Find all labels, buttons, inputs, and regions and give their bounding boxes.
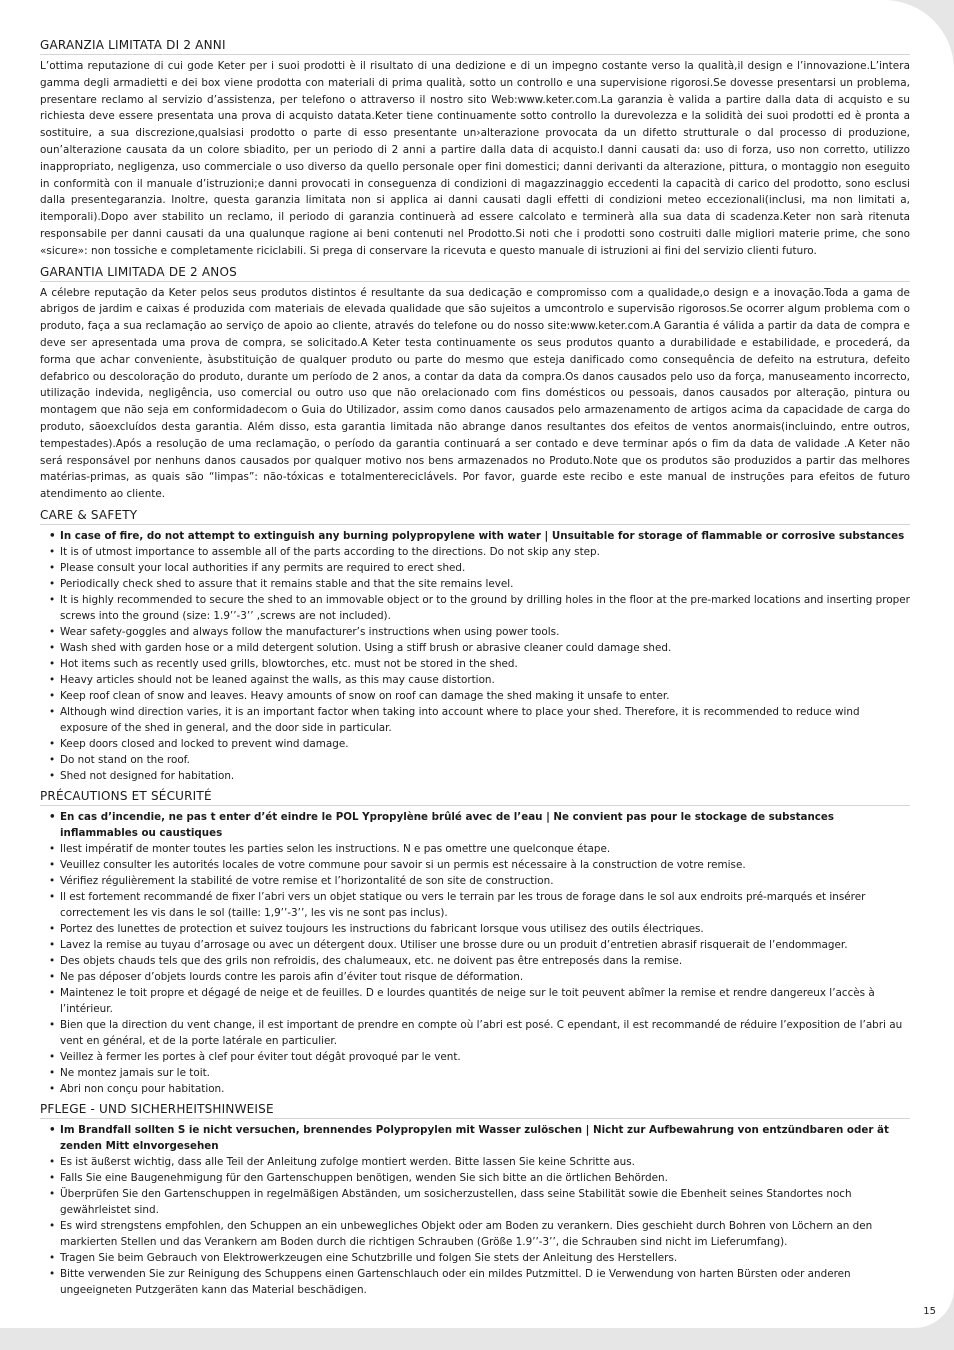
bullet-item xyxy=(44,1250,910,1266)
bullet-text: Es ist äußerst wichtig, dass alle Teil der Anleitung zufolge montiert werden. Bitte lassen Sie keine Schritte aus. xyxy=(60,1155,635,1168)
bullet-item xyxy=(44,624,910,640)
bullet-text: Es wird strengstens empfohlen, den Schuppen an ein unbewegliches Objekt oder am Boden zu verankern. Dies geschieht durch Bohren von Löchern an den markierten Stellen und das Verankern am Boden durch die richtigen Schrauben (Größe 1.9’’-3’’, die Schrauben sind nicht im Lieferumfang). xyxy=(60,1219,873,1248)
bullet-icon: • xyxy=(49,737,56,750)
bullet-item xyxy=(44,704,910,736)
bullet-text: Falls Sie eine Baugenehmigung für den Gartenschuppen benötigen, wenden Sie sich bitte an die örtlichen Behörden. xyxy=(60,1171,668,1184)
bullet-text: Keep roof clean of snow and leaves. Heavy amounts of snow on roof can damage the shed making it unsafe to enter. xyxy=(60,689,670,702)
bullet-list xyxy=(40,1122,910,1298)
bullet-text: Although wind direction varies, it is an important factor when taking into account where to place your shed. Therefore, it is recommended to reduce wind exposure of the shed in general, and the door side in particular. xyxy=(60,705,860,734)
bullet-text: Maintenez le toit propre et dégagé de neige et de feuilles. D e lourdes quantités de neige sur le toit peuvent abîmer la remise et rendre dangereux l’accès à l’intérieur. xyxy=(60,986,875,1015)
bullet-item xyxy=(44,736,910,752)
bullet-item xyxy=(44,752,910,768)
bullet-text: Wash shed with garden hose or a mild detergent solution. Using a stiff brush or abrasive cleaner could damage shed. xyxy=(60,641,672,654)
bullet-icon: • xyxy=(49,986,56,999)
bullet-text: Tragen Sie beim Gebrauch von Elektrowerkzeugen eine Schutzbrille und folgen Sie stets der Anleitung des Herstellers. xyxy=(60,1251,678,1264)
bullet-icon: • xyxy=(49,810,56,823)
bullet-text: Bien que la direction du vent change, il est important de prendre en compte où l’abri est posé. C ependant, il est recommandé de réduire l’exposition de l’abri au vent en général, et de la porte latérale en particulier. xyxy=(60,1018,903,1047)
section-heading: PRÉCAUTIONS ET SÉCURITÉ xyxy=(40,788,910,806)
bullet-icon: • xyxy=(49,1066,56,1079)
bullet-text: Veillez à fermer les portes à clef pour éviter tout dégât provoqué par le vent. xyxy=(60,1050,461,1063)
bullet-icon: • xyxy=(49,1267,56,1280)
bullet-text: Keep doors closed and locked to prevent wind damage. xyxy=(60,737,349,750)
bullet-item xyxy=(44,985,910,1017)
bullet-icon: • xyxy=(49,938,56,951)
bullet-text: Hot items such as recently used grills, blowtorches, etc. must not be stored in the shed. xyxy=(60,657,518,670)
bullet-icon: • xyxy=(49,1171,56,1184)
bullet-text: Il est fortement recommandé de fixer l’abri vers un objet statique ou vers le terrain par les trous de forage dans le sol aux endroits pré-marqués et insérer correctement les vis dans le sol (taille: 1,9’’-3’’, les vis ne sont pas inclus). xyxy=(60,890,866,919)
bullet-item xyxy=(44,1081,910,1097)
bullet-text: It is of utmost importance to assemble all of the parts according to the directions. Do not skip any step. xyxy=(60,545,600,558)
bullet-text: Portez des lunettes de protection et suivez toujours les instructions du fabricant lorsque vous utilisez des outils électriques. xyxy=(60,922,704,935)
section-paragraph: A célebre reputação da Keter pelos seus produtos distintos é resultante da sua dedicação e compromisso com a qualidade,o design e a inovação.Toda a gama de abrigos de jardim e caixas é produzida com materiais de elevada qualidade que são sujeitos a umcontrolo e supervisão rigorosos.Se ocorrer algum problema com o produto, faça a sua reclamação ao serviço de apoio ao cliente, através do telefone ou do nosso site:www.keter.com.A Garantia é válida a partir da data de compra e deve ser apresentada uma prova de compra, se solicitado.A Keter testa continuamente os seus produtos quanto a durabilidade e estabilidade, e procederá, da forma que achar conveniente, àsubstituição de qualquer produto ou parte do mesmo que esteja danificado como consequência de defeito na estrutura, defeito defabrico ou descoloração do produto, durante um período de 2 anos, a contar da data da compra.Os danos causados pelo uso da força, manuseamento incorrecto, utilização indevida, negligência, uso comercial ou outro uso que não orelacionado com fins domésticos ou pessoais, danos causados por alteração, pintura ou montagem que não seja em conformidadecom o Guia do Utilizador, assim como danos causados pelo armazenamento de artigos acima da capacidade de carga do produto, sãoexcluídos desta garantia. Além disso, esta garantia limitada não abrange danos resultantes dos efeitos de ventos anormais(incluindo, entre outros, tempestades).Após a resolução de uma reclamação, o período da garantia continuará a ser contado e deve terminar após o fim da data de validade .A Keter não será responsável por nenhuns danos causados por qualquer motivo nos bens armazenados no Produto.Note que os produtos são produzidos a partir das melhores matérias-primas, as quais são “limpas”: não-tóxicas e totalmentereciclávels. Por favor, guarde este recibo e este manual de instruções para efeitos de futuro atendimento ao cliente. xyxy=(40,286,910,501)
bullet-icon: • xyxy=(49,842,56,855)
bullet-icon: • xyxy=(49,1251,56,1264)
section xyxy=(40,37,910,260)
section-heading: PFLEGE - UND SICHERHEITSHINWEISE xyxy=(40,1101,910,1119)
bullet-icon: • xyxy=(49,673,56,686)
warning-bullet-item xyxy=(44,809,910,841)
bullet-text: Ne pas déposer d’objets lourds contre les parois afin d’éviter tout risque de déformation. xyxy=(60,970,524,983)
bullet-item xyxy=(44,688,910,704)
bullet-icon: • xyxy=(49,769,56,782)
bullet-icon: • xyxy=(49,641,56,654)
bullet-item xyxy=(44,873,910,889)
bullet-text: Veuillez consulter les autorités locales de votre commune pour savoir si un permis est nécessaire à la construction de votre remise. xyxy=(60,858,746,871)
bullet-text: Bitte verwenden Sie zur Reinigung des Schuppens einen Gartenschlauch oder ein mildes Putzmittel. D ie Verwendung von harten Bürsten oder anderen ungeeigneten Putzgeräten kann das Material beschädigen. xyxy=(60,1267,851,1296)
bullet-text: Please consult your local authorities if any permits are required to erect shed. xyxy=(60,561,466,574)
bullet-item xyxy=(44,937,910,953)
bullet-item xyxy=(44,576,910,592)
bullet-item xyxy=(44,841,910,857)
warning-bullet-item xyxy=(44,1122,910,1154)
bullet-item xyxy=(44,1154,910,1170)
bullet-text: En cas d’incendie, ne pas t enter d’ét eindre le POL Ypropylène brûlé avec de l’eau | Ne convient pas pour le stockage de substances inflammables ou caustiques xyxy=(60,810,835,839)
bullet-item xyxy=(44,889,910,921)
bullet-text: Periodically check shed to assure that it remains stable and that the site remains level. xyxy=(60,577,514,590)
bullet-text: Überprüfen Sie den Gartenschuppen in regelmäßigen Abständen, um sosicherzustellen, dass seine Stabilität sowie die Ebenheit seines Standortes noch gewährleistet sind. xyxy=(60,1187,852,1216)
section-heading: GARANZIA LIMITATA DI 2 ANNI xyxy=(40,37,910,55)
bullet-icon: • xyxy=(49,1123,56,1136)
bullet-item xyxy=(44,921,910,937)
bullet-icon: • xyxy=(49,753,56,766)
bullet-text: Im Brandfall sollten S ie nicht versuchen, brennendes Polypropylen mit Wasser zulöschen | Nicht zur Aufbewahrung von entzündbaren oder ät zenden Mitt elnvorgesehen xyxy=(60,1123,889,1152)
bullet-item xyxy=(44,953,910,969)
page-number: 15 xyxy=(923,1306,936,1317)
bullet-icon: • xyxy=(49,561,56,574)
bullet-item xyxy=(44,1186,910,1218)
bullet-icon: • xyxy=(49,890,56,903)
bullet-item xyxy=(44,1049,910,1065)
bullet-icon: • xyxy=(49,593,56,606)
bullet-item xyxy=(44,1065,910,1081)
bullet-list xyxy=(40,528,910,784)
bullet-icon: • xyxy=(49,705,56,718)
bullet-icon: • xyxy=(49,970,56,983)
bullet-icon: • xyxy=(49,1082,56,1095)
bullet-icon: • xyxy=(49,1050,56,1063)
section xyxy=(40,264,910,503)
bullet-text: Shed not designed for habitation. xyxy=(60,769,235,782)
bullet-text: Heavy articles should not be leaned against the walls, as this may cause distortion. xyxy=(60,673,495,686)
bullet-text: It is highly recommended to secure the shed to an immovable object or to the ground by drilling holes in the floor at the pre-marked locations and inserting proper screws into the ground (size: 1.9’’-3’’ ,screws are not included). xyxy=(60,593,910,622)
bullet-item xyxy=(44,672,910,688)
section-heading: GARANTIA LIMITADA DE 2 ANOS xyxy=(40,264,910,282)
bullet-text: Vérifiez régulièrement la stabilité de votre remise et l’horizontalité de son site de construction. xyxy=(60,874,554,887)
bullet-item xyxy=(44,656,910,672)
bullet-item xyxy=(44,560,910,576)
bullet-icon: • xyxy=(49,1018,56,1031)
section-heading: CARE & SAFETY xyxy=(40,507,910,525)
bullet-text: Lavez la remise au tuyau d’arrosage ou avec un détergent doux. Utiliser une brosse dure ou un produit d’entretien abrasif risquerait de l’endommager. xyxy=(60,938,848,951)
bullet-icon: • xyxy=(49,529,56,542)
section xyxy=(40,788,910,1097)
bullet-item xyxy=(44,857,910,873)
bullet-icon: • xyxy=(49,874,56,887)
bullet-icon: • xyxy=(49,689,56,702)
bullet-text: Ne montez jamais sur le toit. xyxy=(60,1066,210,1079)
bullet-icon: • xyxy=(49,657,56,670)
bullet-icon: • xyxy=(49,1155,56,1168)
bullet-item xyxy=(44,1266,910,1298)
bullet-text: In case of fire, do not attempt to extinguish any burning polypropylene with water | Unsuitable for storage of flammable or corrosive substances xyxy=(60,529,905,542)
bullet-text: Ilest impératif de monter toutes les parties selon les instructions. N e pas omettre une quelconque étape. xyxy=(60,842,611,855)
page-content xyxy=(40,37,910,1302)
bullet-item xyxy=(44,768,910,784)
bullet-icon: • xyxy=(49,577,56,590)
bullet-item xyxy=(44,1218,910,1250)
bullet-text: Do not stand on the roof. xyxy=(60,753,190,766)
section-paragraph: L’ottima reputazione di cui gode Keter per i suoi prodotti è il risultato di una dedizione e di un impegno costante verso la qualità,il design e l’innovazione.L’intera gamma degli armadietti e dei box viene prodotta con materiali di prima qualità, sotto un controllo e una supervisione rigorosi.Se dovesse presentarsi un problema, presentare reclamo al servizio d’assistenza, per telefono o attraverso il nostro sito Web:www.keter.com.La garanzia è valida a partire dalla data di acquisto e su richiesta deve essere presentata una prova di acquisto datata.Keter tiene continuamente sotto controllo la durevolezza e la solidità dei suoi prodotti ed è pronta a sostituire, a sua discrezione,qualsiasi prodotto o parte di esso presentante un›alterazione provocata da un difetto strutturale o dal processo di produzione, oun’alterazione causata da un colore sbiadito, per un periodo di 2 anni a partire dalla data di acquisto.I danni causati da: uso di forza, uso non corretto, utilizzo inappropriato, negligenza, uso commerciale o uso diverso da quello personale oper fini domestici; danni derivanti da alterazione, pittura, o montaggio non eseguito in conformità con il manuale d’istruzioni;e danni provocati in conseguenza di condizioni di magazzinaggio eccedenti la capacità di carico del prodotto, sono esclusi dalla presentegaranzia. Inoltre, questa garanzia limitata non si applica ai danni causati dagli effetti di condizioni meteo eccezionali(inclusi, ma non limitati a, itemporali).Dopo aver stabilito un reclamo, il periodo di garanzia continuerà ad essere calcolato e terminerà alla sua data di scadenza.Keter non sarà ritenuta responsabile per danni causati da una qualunque ragione ai beni contenuti nel Prodotto.Si noti che i prodotti sono costruiti dalle migliori materie prime, che sono «sicure»: non tossiche e completamente riciclabili. Si prega di conservare la ricevuta e questo manuale di istruzioni ai fini del servizio clienti futuro. xyxy=(40,60,910,257)
bullet-text: Abri non conçu pour habitation. xyxy=(60,1082,225,1095)
bullet-icon: • xyxy=(49,922,56,935)
bullet-item xyxy=(44,1170,910,1186)
warning-bullet-item xyxy=(44,528,910,544)
section xyxy=(40,1101,910,1298)
bullet-icon: • xyxy=(49,625,56,638)
bullet-icon: • xyxy=(49,1219,56,1232)
section xyxy=(40,507,910,784)
bullet-text: Des objets chauds tels que des grils non refroidis, des chalumeaux, etc. ne doivent pas être entreposés dans la remise. xyxy=(60,954,683,967)
bullet-item xyxy=(44,969,910,985)
bullet-item xyxy=(44,640,910,656)
bullet-text: Wear safety-goggles and always follow the manufacturer’s instructions when using power tools. xyxy=(60,625,560,638)
bullet-icon: • xyxy=(49,545,56,558)
bullet-icon: • xyxy=(49,954,56,967)
bullet-icon: • xyxy=(49,1187,56,1200)
bullet-item xyxy=(44,1017,910,1049)
bullet-list xyxy=(40,809,910,1097)
bullet-icon: • xyxy=(49,858,56,871)
bullet-item xyxy=(44,544,910,560)
bullet-item xyxy=(44,592,910,624)
